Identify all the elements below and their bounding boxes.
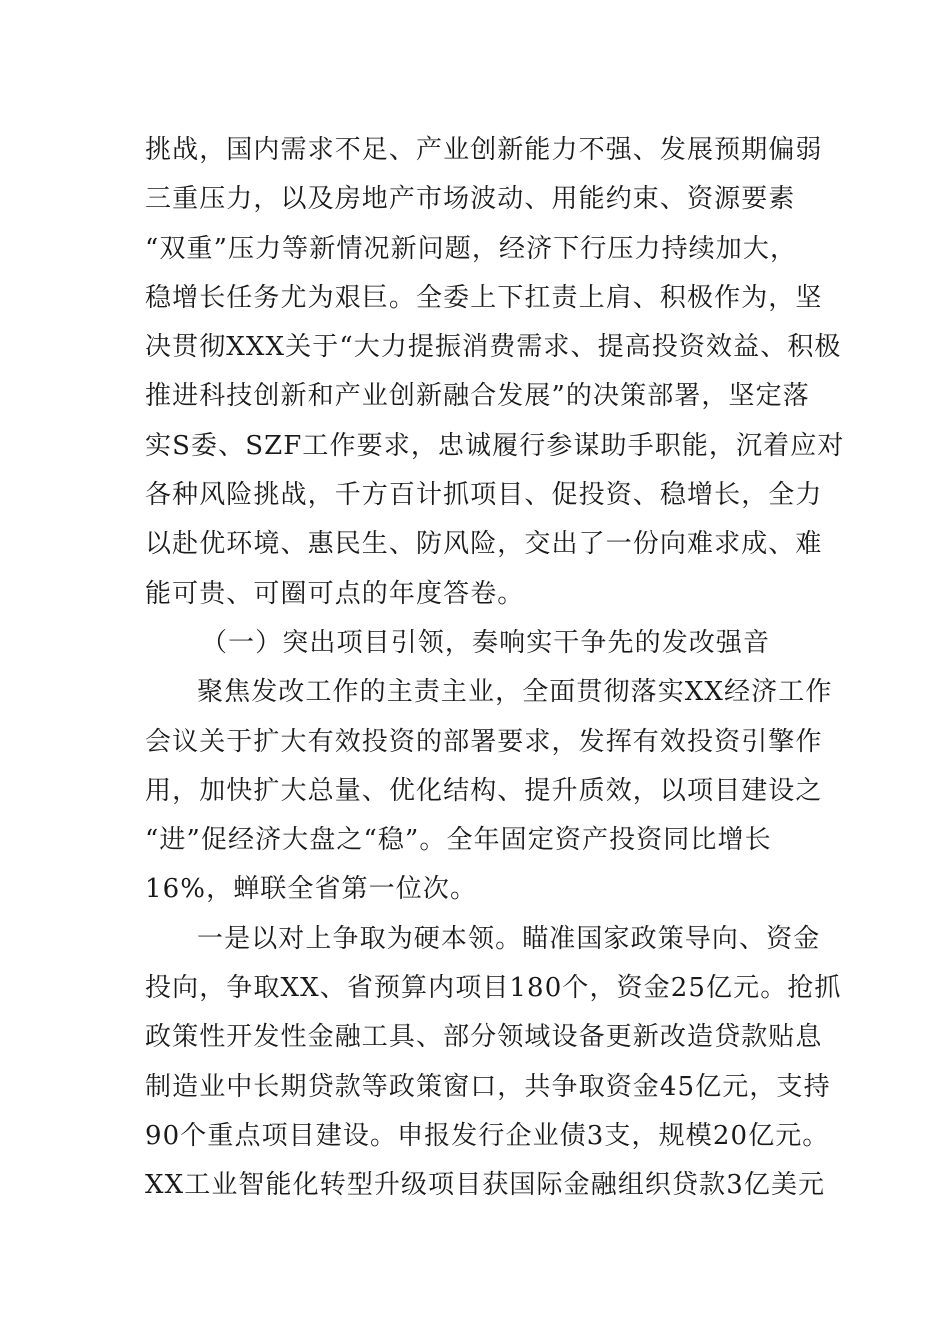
paragraph-line: 投向，争取XX、省预算内项目180个，资金25亿元。抢抓: [145, 973, 842, 1004]
paragraph-line: 制造业中长期贷款等政策窗口，共争取资金45亿元，支持: [145, 1071, 831, 1102]
paragraph-line: 用，加快扩大总量、优化结构、提升质效，以项目建设之: [145, 775, 823, 806]
document-body: [145, 126, 845, 1211]
paragraph-line: 三重压力，以及房地产市场波动、用能约束、资源要素: [145, 184, 796, 215]
paragraph-line: XX工业智能化转型升级项目获国际金融组织贷款3亿美元: [145, 1170, 826, 1201]
paragraph-line: 稳增长任务尤为艰巨。全委上下扛责上肩、积极作为，坚: [145, 282, 823, 313]
paragraph-line: 聚焦发改工作的主责主业，全面贯彻落实XX经济工作: [197, 677, 833, 708]
paragraph-line: 以赴优环境、惠民生、防风险，交出了一份向难求成、难: [145, 529, 823, 560]
paragraph-line: 决贯彻XXX关于“大力提振消费需求、提高投资效益、积极: [145, 332, 842, 363]
paragraph-line: 政策性开发性金融工具、部分领域设备更新改造贷款贴息: [145, 1022, 823, 1053]
paragraph-line: 会议关于扩大有效投资的部署要求，发挥有效投资引擎作: [145, 726, 823, 757]
paragraph-line: 能可贵、可圈可点的年度答卷。: [145, 578, 525, 609]
section-heading: （一）突出项目引领，奏响实干争先的发改强音: [201, 627, 771, 658]
paragraph-line: 90个重点项目建设。申报发行企业债3支，规模20亿元。: [145, 1120, 830, 1151]
paragraph-line: “进”促经济大盘之“稳”。全年固定资产投资同比增长: [145, 825, 772, 856]
paragraph-line: 一是以对上争取为硬本领。瞄准国家政策导向、资金: [197, 923, 821, 954]
paragraph-line: 16%，蝉联全省第一位次。: [145, 874, 478, 905]
paragraph-line: 挑战，国内需求不足、产业创新能力不强、发展预期偏弱: [145, 135, 823, 165]
paragraph-line: 各种风险挑战，千方百计抓项目、促投资、稳增长，全力: [145, 480, 823, 511]
paragraph-line: “双重”压力等新情况新问题，经济下行压力持续加大，: [145, 233, 798, 264]
paragraph-line: 实S委、SZF工作要求，忠诚履行参谋助手职能，沉着应对: [145, 430, 845, 461]
paragraph-line: 推进科技创新和产业创新融合发展”的决策部署，坚定落: [145, 381, 810, 412]
